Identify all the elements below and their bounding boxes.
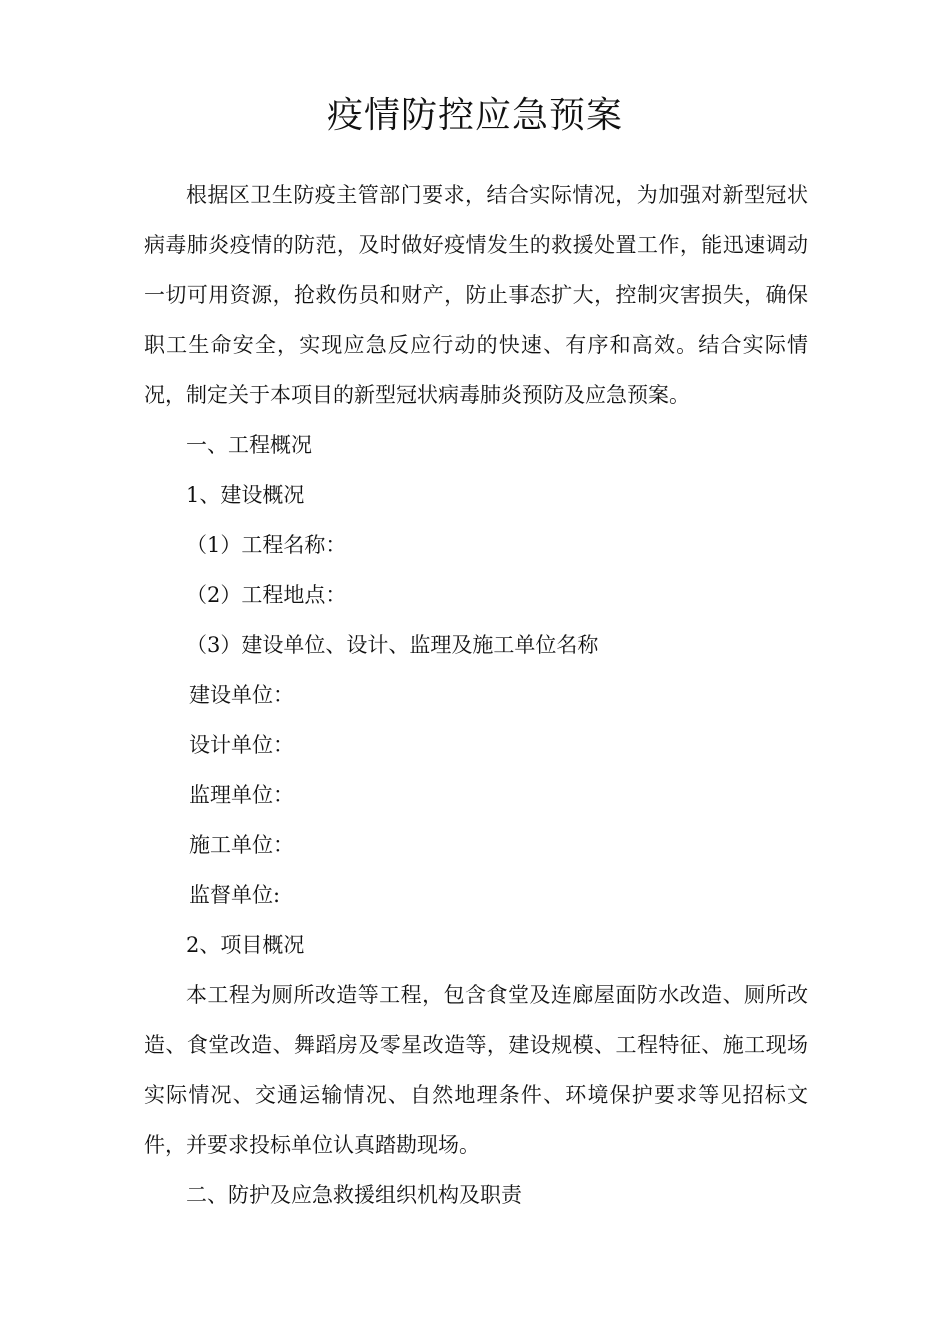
item-project-location: （2）工程地点：	[186, 583, 347, 607]
unit-design: 设计单位：	[189, 733, 294, 757]
intro-paragraph: 根据区卫生防疫主管部门要求，结合实际情况，为加强对新型冠状病毒肺炎疫情的防范，及时做好疫情发生的救援处置工作，能迅速调动一切可用资源，抢救伤员和财产，防止事态扩大，控制灾害损失，确保职工生命安全，实现应急反应行动的快速、有序和高效。结合实际情况，制定关于本项目的新型冠状病毒肺炎预防及应急预案。	[144, 183, 808, 407]
unit-contractor: 施工单位：	[189, 833, 294, 857]
subsection-heading-construction-overview: 1、建设概况	[186, 483, 305, 507]
unit-supervision: 监理单位：	[189, 783, 294, 807]
unit-oversight: 监督单位:	[189, 883, 281, 907]
document-title: 疫情防控应急预案	[326, 95, 623, 136]
project-profile-paragraph: 本工程为厕所改造等工程，包含食堂及连廊屋面防水改造、厕所改造、食堂改造、舞蹈房及零星改造等，建设规模、工程特征、施工现场实际情况、交通运输情况、自然地理条件、环境保护要求等见招标文件，并要求投标单位认真踏勘现场。	[144, 983, 808, 1157]
item-unit-names: （3）建设单位、设计、监理及施工单位名称	[186, 633, 599, 657]
unit-construction: 建设单位：	[189, 683, 294, 707]
item-project-name: （1）工程名称：	[186, 533, 347, 557]
section-heading-organization: 二、防护及应急救援组织机构及职责	[186, 1183, 522, 1207]
subsection-heading-project-profile: 2、项目概况	[186, 933, 305, 957]
document-body	[144, 170, 808, 1220]
section-heading-project-overview: 一、工程概况	[186, 433, 312, 457]
